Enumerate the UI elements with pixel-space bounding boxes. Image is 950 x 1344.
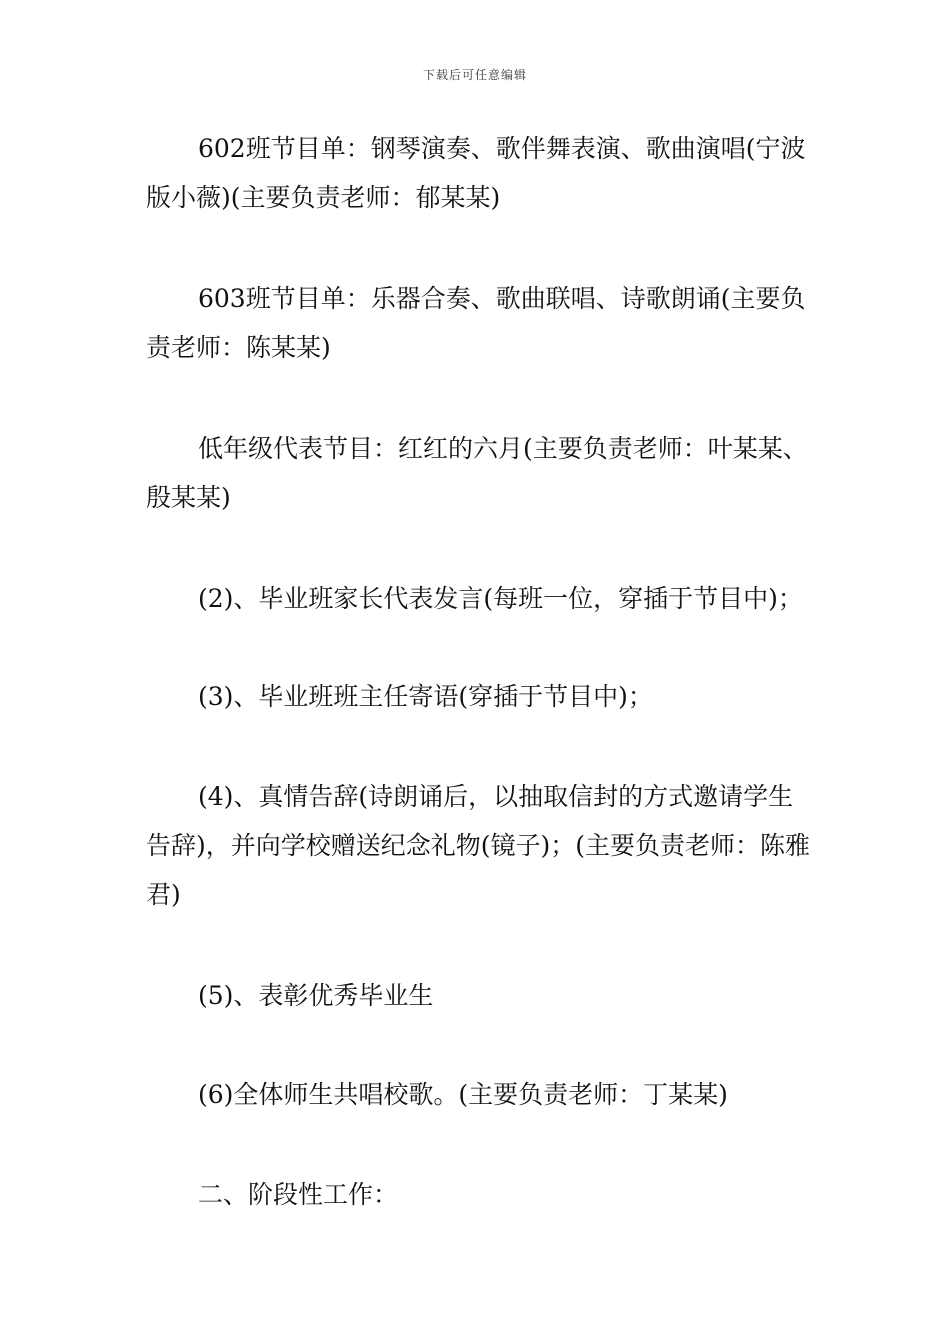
paragraph-lower-grade-program: 低年级代表节目：红红的六月(主要负责老师：叶某某、殷某某) bbox=[146, 434, 808, 512]
paragraph-item-3: (3)、毕业班班主任寄语(穿插于节目中)； bbox=[198, 682, 653, 711]
paragraph-item-6: (6)全体师生共唱校歌。(主要负责老师：丁某某) bbox=[198, 1080, 728, 1109]
section-heading-stage-work: 二、阶段性工作： bbox=[198, 1180, 399, 1209]
page-header-note: 下载后可任意编辑 bbox=[422, 68, 527, 82]
paragraph-item-5: (5)、表彰优秀毕业生 bbox=[198, 981, 434, 1010]
paragraph-item-2: (2)、毕业班家长代表发言(每班一位，穿插于节目中)； bbox=[198, 584, 803, 613]
paragraph-item-4: (4)、真情告辞(诗朗诵后，以抽取信封的方式邀请学生告辞)，并向学校赠送纪念礼物(镜子)；(主要负责老师：陈雅君) bbox=[146, 782, 811, 909]
paragraph-603-program: 603班节目单：乐器合奏、歌曲联唱、诗歌朗诵(主要负责老师：陈某某) bbox=[146, 284, 806, 362]
paragraph-602-program: 602班节目单：钢琴演奏、歌伴舞表演、歌曲演唱(宁波版小薇)(主要负责老师：郁某某) bbox=[146, 134, 806, 212]
